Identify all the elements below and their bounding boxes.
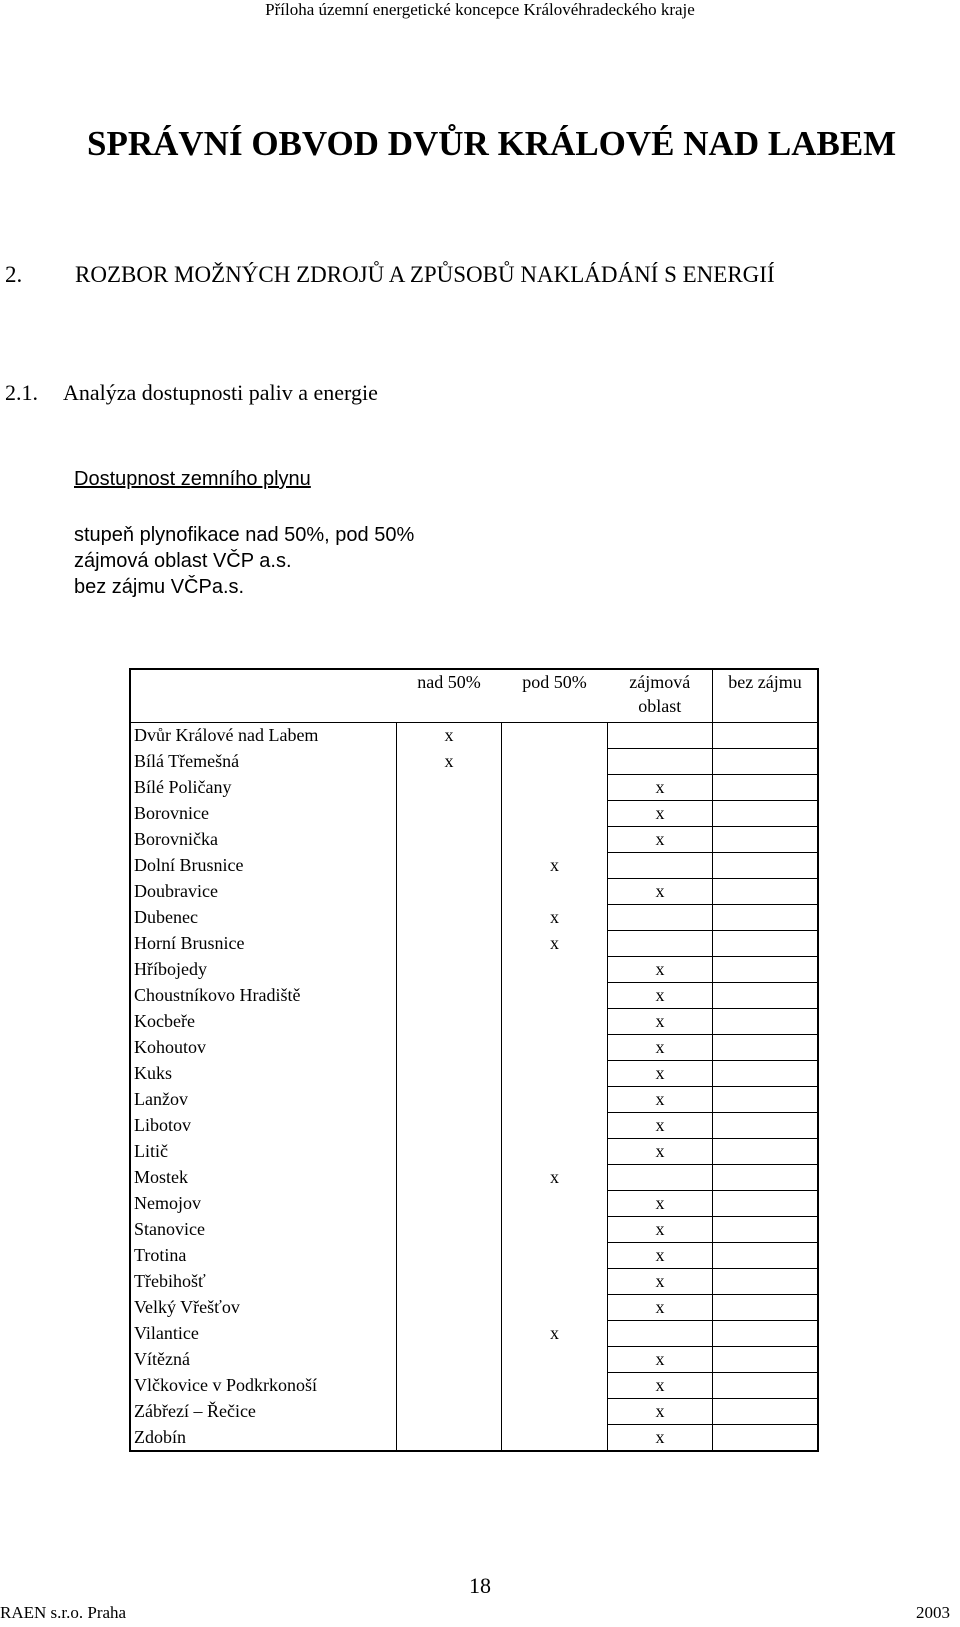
municipality-name: Hříbojedy [130, 957, 397, 983]
cell-under-50 [502, 1425, 608, 1452]
header-cell-over-50: nad 50% [397, 669, 502, 723]
cell-interest-area: x [608, 983, 713, 1009]
cell-under-50 [502, 723, 608, 749]
section-number: 2. [5, 262, 23, 287]
legend-line-interest-area: zájmová oblast VČP a.s. [74, 550, 292, 572]
cell-interest-area: x [608, 1087, 713, 1113]
table-row [130, 1113, 818, 1139]
municipality-name: Trotina [130, 1243, 397, 1269]
cell-over-50 [397, 1035, 502, 1061]
cell-interest-area: x [608, 1399, 713, 1425]
cell-over-50: x [397, 723, 502, 749]
cell-under-50 [502, 1087, 608, 1113]
cell-under-50: x [502, 1165, 608, 1191]
cell-interest-area: x [608, 827, 713, 853]
cell-interest-area: x [608, 879, 713, 905]
cell-over-50: x [397, 749, 502, 775]
table-row [130, 1347, 818, 1373]
table-row [130, 853, 818, 879]
cell-over-50 [397, 905, 502, 931]
municipality-name: Doubravice [130, 879, 397, 905]
cell-under-50 [502, 1035, 608, 1061]
cell-under-50 [502, 957, 608, 983]
subsection-title: Analýza dostupnosti paliv a energie [63, 380, 378, 405]
page-header: Příloha územní energetické koncepce Královéhradeckého kraje [265, 0, 695, 19]
cell-no-interest [713, 1425, 819, 1452]
subsection-number: 2.1. [5, 380, 38, 405]
cell-over-50 [397, 1139, 502, 1165]
table-row [130, 723, 818, 749]
cell-no-interest [713, 957, 819, 983]
table-row [130, 957, 818, 983]
cell-no-interest [713, 1087, 819, 1113]
municipality-name: Bílá Třemešná [130, 749, 397, 775]
cell-under-50: x [502, 931, 608, 957]
cell-under-50 [502, 827, 608, 853]
cell-interest-area [608, 1165, 713, 1191]
cell-interest-area: x [608, 1295, 713, 1321]
municipality-name: Horní Brusnice [130, 931, 397, 957]
cell-interest-area: x [608, 1217, 713, 1243]
cell-no-interest [713, 853, 819, 879]
table-row [130, 1009, 818, 1035]
cell-over-50 [397, 879, 502, 905]
cell-over-50 [397, 801, 502, 827]
table-row [130, 1399, 818, 1425]
cell-over-50 [397, 1113, 502, 1139]
cell-no-interest [713, 1321, 819, 1347]
table-row [130, 1269, 818, 1295]
cell-over-50 [397, 1165, 502, 1191]
municipality-name: Litič [130, 1139, 397, 1165]
cell-no-interest [713, 1113, 819, 1139]
cell-under-50 [502, 1191, 608, 1217]
municipality-name: Dubenec [130, 905, 397, 931]
table-row [130, 801, 818, 827]
cell-interest-area: x [608, 1269, 713, 1295]
cell-interest-area: x [608, 1191, 713, 1217]
table-row [130, 775, 818, 801]
municipality-name: Stanovice [130, 1217, 397, 1243]
cell-over-50 [397, 1243, 502, 1269]
section-title: ROZBOR MOŽNÝCH ZDROJŮ A ZPŮSOBŮ NAKLÁDÁNÍ S ENERGIÍ [75, 262, 775, 287]
municipality-name: Borovnice [130, 801, 397, 827]
table-row [130, 827, 818, 853]
cell-no-interest [713, 1061, 819, 1087]
cell-interest-area: x [608, 801, 713, 827]
cell-under-50 [502, 1009, 608, 1035]
municipality-name: Lanžov [130, 1087, 397, 1113]
cell-over-50 [397, 1321, 502, 1347]
cell-over-50 [397, 1425, 502, 1452]
municipality-name: Dolní Brusnice [130, 853, 397, 879]
cell-no-interest [713, 1399, 819, 1425]
municipality-name: Kuks [130, 1061, 397, 1087]
footer-company: RAEN s.r.o. Praha [0, 1603, 127, 1622]
cell-interest-area [608, 905, 713, 931]
subheading-gas-availability: Dostupnost zemního plynu [74, 468, 311, 490]
municipality-name: Vlčkovice v Podkrkonoší [130, 1373, 397, 1399]
cell-under-50 [502, 749, 608, 775]
cell-no-interest [713, 1373, 819, 1399]
cell-interest-area: x [608, 1373, 713, 1399]
table-row [130, 905, 818, 931]
table-row [130, 1061, 818, 1087]
cell-interest-area: x [608, 1035, 713, 1061]
municipality-name: Mostek [130, 1165, 397, 1191]
table-row [130, 1321, 818, 1347]
header-cell-blank [130, 669, 397, 723]
cell-no-interest [713, 1347, 819, 1373]
footer-year: 2003 [916, 1603, 950, 1622]
municipality-name: Libotov [130, 1113, 397, 1139]
municipality-name: Dvůr Králové nad Labem [130, 723, 397, 749]
cell-over-50 [397, 1009, 502, 1035]
cell-over-50 [397, 931, 502, 957]
table-row [130, 1191, 818, 1217]
cell-over-50 [397, 775, 502, 801]
cell-under-50 [502, 801, 608, 827]
municipality-name: Zdobín [130, 1425, 397, 1452]
table-row [130, 1295, 818, 1321]
cell-under-50 [502, 1399, 608, 1425]
cell-under-50 [502, 1347, 608, 1373]
cell-over-50 [397, 1295, 502, 1321]
cell-over-50 [397, 827, 502, 853]
header-cell-under-50: pod 50% [502, 669, 608, 723]
cell-no-interest [713, 879, 819, 905]
municipality-name: Kocbeře [130, 1009, 397, 1035]
cell-no-interest [713, 775, 819, 801]
cell-over-50 [397, 1217, 502, 1243]
cell-under-50 [502, 1139, 608, 1165]
header-cell-no-interest: bez zájmu [713, 669, 819, 723]
cell-no-interest [713, 905, 819, 931]
cell-under-50 [502, 775, 608, 801]
cell-interest-area: x [608, 1243, 713, 1269]
cell-interest-area [608, 749, 713, 775]
cell-no-interest [713, 827, 819, 853]
cell-interest-area: x [608, 775, 713, 801]
municipality-name: Choustníkovo Hradiště [130, 983, 397, 1009]
municipality-name: Třebihošť [130, 1269, 397, 1295]
cell-interest-area [608, 931, 713, 957]
table-row [130, 1139, 818, 1165]
cell-no-interest [713, 1217, 819, 1243]
cell-no-interest [713, 1165, 819, 1191]
cell-under-50 [502, 1373, 608, 1399]
cell-no-interest [713, 1243, 819, 1269]
cell-over-50 [397, 957, 502, 983]
cell-under-50 [502, 983, 608, 1009]
cell-under-50: x [502, 853, 608, 879]
table-row [130, 931, 818, 957]
municipality-name: Vítězná [130, 1347, 397, 1373]
cell-no-interest [713, 1295, 819, 1321]
cell-over-50 [397, 1191, 502, 1217]
cell-interest-area [608, 853, 713, 879]
cell-over-50 [397, 1087, 502, 1113]
municipality-name: Borovnička [130, 827, 397, 853]
cell-under-50 [502, 1243, 608, 1269]
municipality-name: Nemojov [130, 1191, 397, 1217]
cell-over-50 [397, 1061, 502, 1087]
cell-no-interest [713, 749, 819, 775]
cell-interest-area: x [608, 1347, 713, 1373]
municipality-name: Vilantice [130, 1321, 397, 1347]
cell-over-50 [397, 1269, 502, 1295]
cell-interest-area: x [608, 957, 713, 983]
cell-over-50 [397, 1347, 502, 1373]
gas-availability-table [129, 668, 819, 1452]
cell-over-50 [397, 983, 502, 1009]
cell-under-50 [502, 879, 608, 905]
municipality-name: Kohoutov [130, 1035, 397, 1061]
page-number: 18 [469, 1573, 491, 1598]
cell-interest-area: x [608, 1139, 713, 1165]
table-row [130, 1217, 818, 1243]
cell-no-interest [713, 1269, 819, 1295]
cell-no-interest [713, 801, 819, 827]
document-title: SPRÁVNÍ OBVOD DVŮR KRÁLOVÉ NAD LABEM [87, 124, 897, 163]
cell-under-50 [502, 1269, 608, 1295]
table-row [130, 983, 818, 1009]
cell-no-interest [713, 1009, 819, 1035]
municipality-name: Zábřezí – Řečice [130, 1399, 397, 1425]
cell-interest-area: x [608, 1113, 713, 1139]
cell-under-50 [502, 1113, 608, 1139]
subsection-heading [5, 380, 378, 406]
cell-no-interest [713, 1035, 819, 1061]
cell-over-50 [397, 853, 502, 879]
table-row [130, 749, 818, 775]
cell-interest-area: x [608, 1009, 713, 1035]
cell-no-interest [713, 723, 819, 749]
cell-no-interest [713, 1191, 819, 1217]
cell-under-50 [502, 1061, 608, 1087]
section-heading [5, 262, 775, 288]
cell-interest-area: x [608, 1425, 713, 1452]
cell-under-50 [502, 1217, 608, 1243]
cell-interest-area: x [608, 1061, 713, 1087]
table-row [130, 1373, 818, 1399]
cell-no-interest [713, 1139, 819, 1165]
table-row [130, 1035, 818, 1061]
cell-no-interest [713, 983, 819, 1009]
cell-interest-area [608, 1321, 713, 1347]
table-row [130, 1087, 818, 1113]
municipality-name: Velký Vřešťov [130, 1295, 397, 1321]
municipality-name: Bílé Poličany [130, 775, 397, 801]
table-row [130, 1243, 818, 1269]
cell-over-50 [397, 1399, 502, 1425]
header-cell-interest-area: zájmová oblast [608, 669, 713, 723]
cell-over-50 [397, 1373, 502, 1399]
cell-under-50: x [502, 1321, 608, 1347]
cell-no-interest [713, 931, 819, 957]
table-row [130, 1425, 818, 1452]
cell-under-50 [502, 1295, 608, 1321]
legend-line-gasification: stupeň plynofikace nad 50%, pod 50% [74, 524, 415, 546]
legend-line-no-interest: bez zájmu VČPa.s. [74, 576, 245, 598]
table-row [130, 1165, 818, 1191]
cell-under-50: x [502, 905, 608, 931]
table-header-row [130, 669, 818, 723]
cell-interest-area [608, 723, 713, 749]
table-row [130, 879, 818, 905]
